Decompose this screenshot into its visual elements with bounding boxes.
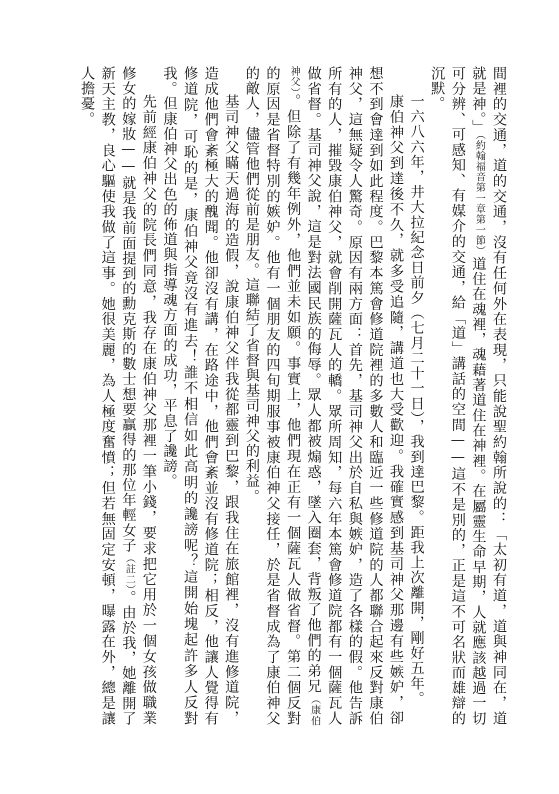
- paragraph-p4: [159, 66, 241, 726]
- body-text: 道住在魂裡，魂藉著道住在神裡。在屬靈生命早期，人就應該越過一切可分辨、可感知、有媒介的交通，給「道」講話的空間——這不是別的，正是這不可名狀而雄辯的沉默。: [429, 66, 487, 726]
- paragraph-p5: [77, 66, 159, 726]
- annotation-text: （康伯神父）: [288, 66, 320, 726]
- annotation-text: （註二）: [123, 553, 135, 591]
- body-text: 先前經康伯神父的院長們同意，我存在康伯神父那裡一筆小錢，要求把它用於一個女孩做職業修女的嫁妝——就是我前面提到的勳克斯的數士想要贏得的那位年輕女子: [120, 66, 157, 726]
- body-text: 一六八六年，井大拉紀念日前夕（七月二十一日），我到達巴黎。距我上次離開，剛好五年。: [408, 94, 425, 707]
- paragraph-p1: [427, 66, 509, 726]
- body-text: 基司神父瞞天過海的造假，說康伯神父伴我從都靈到巴黎，跟我住在旅館裡，沒有進修道院，造成他們會紊極大的醜聞。他卻沒有講，在路途中，他們會紊並沒有修道院；相反，他讓人覺得有修道院，可恥的是，康伯神父竟沒有進去！誰不相信如此高明的讒謗呢？這開始塊起許多人反對我。但康伯神父出色的佈道與指導魂方面的成功，平息了讒謗。: [161, 66, 240, 726]
- body-text: 康伯神父到達後不久，就多受追隨，講道也大受歡迎。我確實感到基司神父那邊有些嫉妒，卻想不到會達到如此程度。巴黎本篤會修道院裡的多數人和臨近一些修道院的人都聯合起來反對康伯神父，這無疑令人驚奇。原因有兩方面：首先，基司神父出於自私與嫉妒，造了各樣的假。他告訴所有的人，摧毀康伯神父，就會削開薩瓦人的轎。眾所周知，每六年本篤會修道院都有一個薩瓦人做省督。基司神父說，這是對法國民族的侮辱。眾人都被煽惑，墜入圈套，背叛了他們的弟兄: [305, 66, 405, 726]
- body-text: 。由於我，她離開了新天主教，良心驅使我做了這事。她很美麗，為人極度奮憤；但若無固定安頓，曝露在外，總是讓人擔憂。: [79, 66, 137, 726]
- annotation-text: （約翰福音第一章第一節）: [473, 134, 485, 257]
- paragraph-p3: [241, 66, 406, 726]
- body-text: 。但除了有幾年例外，他們並未如願。事實上，他們現在正有一個薩瓦人做省督。第二個反對的原因是省督特別的嫉妒。他有一個朋友的四旬期服事被康伯神父接任，於是省督成為了康伯神父的敵人，儘管他們從前是朋友。這聯結了省督與基司神父的利益。: [243, 66, 302, 726]
- paragraph-p2: [406, 66, 427, 726]
- body-text: 間裡的交通，道的交通，沒有任何外在表現，只能說聖約翰所說的：「太初有道，道與神同在，道就是神。」: [470, 66, 507, 726]
- vertical-text-body: [49, 66, 509, 726]
